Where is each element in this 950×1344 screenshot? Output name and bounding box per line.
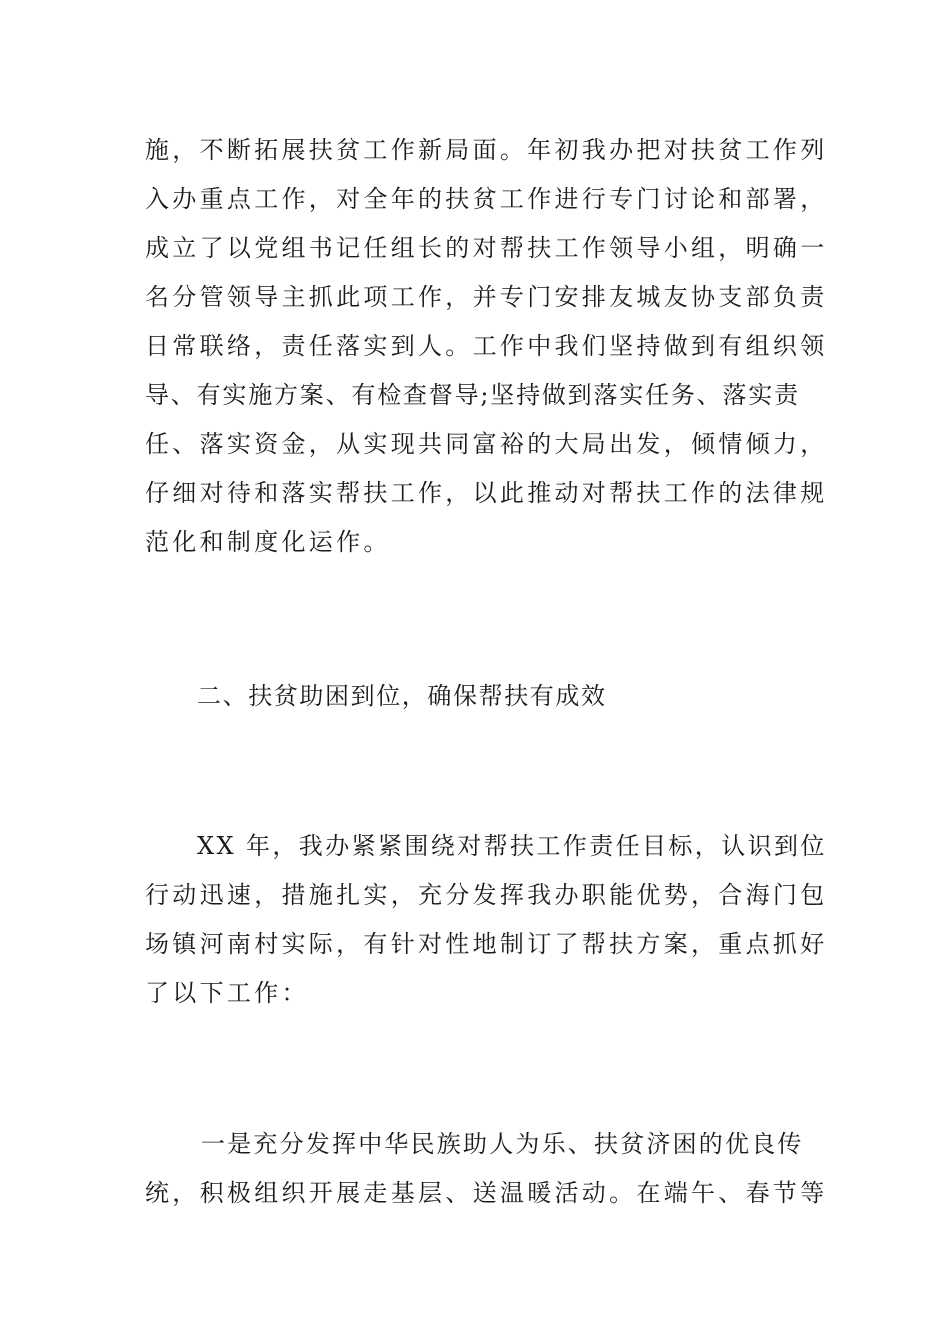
paragraph-1-line-1: 施，不断拓展扶贫工作新局面。年初我办把对扶贫工作列: [145, 136, 828, 164]
paragraph-2: [145, 826, 828, 1026]
section-heading: [145, 676, 815, 716]
section-heading-text: 二、扶贫助困到位，确保帮扶有成效: [197, 682, 607, 710]
paragraph-1-line-6: 导、有实施方案、有检查督导;坚持做到落实任务、落实责: [145, 381, 800, 409]
paragraph-3: [145, 1124, 828, 1224]
paragraph-1-line-2: 入办重点工作，对全年的扶贫工作进行专门讨论和部署，: [145, 185, 828, 213]
paragraph-2-line-4: 了以下工作：: [145, 979, 309, 1007]
paragraph-3-line-1: 一是充分发挥中华民族助人为乐、扶贫济困的优良传: [201, 1130, 804, 1158]
paragraph-1-line-8: 仔细对待和落实帮扶工作，以此推动对帮扶工作的法律规: [145, 479, 828, 507]
paragraph-1-line-5: 日常联络，责任落实到人。工作中我们坚持做到有组织领: [145, 332, 828, 360]
paragraph-2-line-3: 场镇河南村实际，有针对性地制订了帮扶方案，重点抓好: [145, 930, 828, 958]
paragraph-1-line-9: 范化和制度化运作。: [145, 528, 391, 556]
paragraph-2-line-1: XX 年，我办紧紧围绕对帮扶工作责任目标，认识到位: [197, 832, 827, 860]
paragraph-1: [145, 130, 828, 580]
paragraph-1-line-3: 成立了以党组书记任组长的对帮扶工作领导小组，明确一: [145, 234, 828, 262]
paragraph-1-line-4: 名分管领导主抓此项工作，并专门安排友城友协支部负责: [145, 283, 828, 311]
paragraph-3-line-2: 统，积极组织开展走基层、送温暖活动。在端午、春节等: [145, 1179, 828, 1207]
paragraph-1-line-7: 任、落实资金，从实现共同富裕的大局出发，倾情倾力，: [145, 430, 828, 458]
paragraph-2-line-2: 行动迅速，措施扎实，充分发挥我办职能优势，合海门包: [145, 881, 828, 909]
